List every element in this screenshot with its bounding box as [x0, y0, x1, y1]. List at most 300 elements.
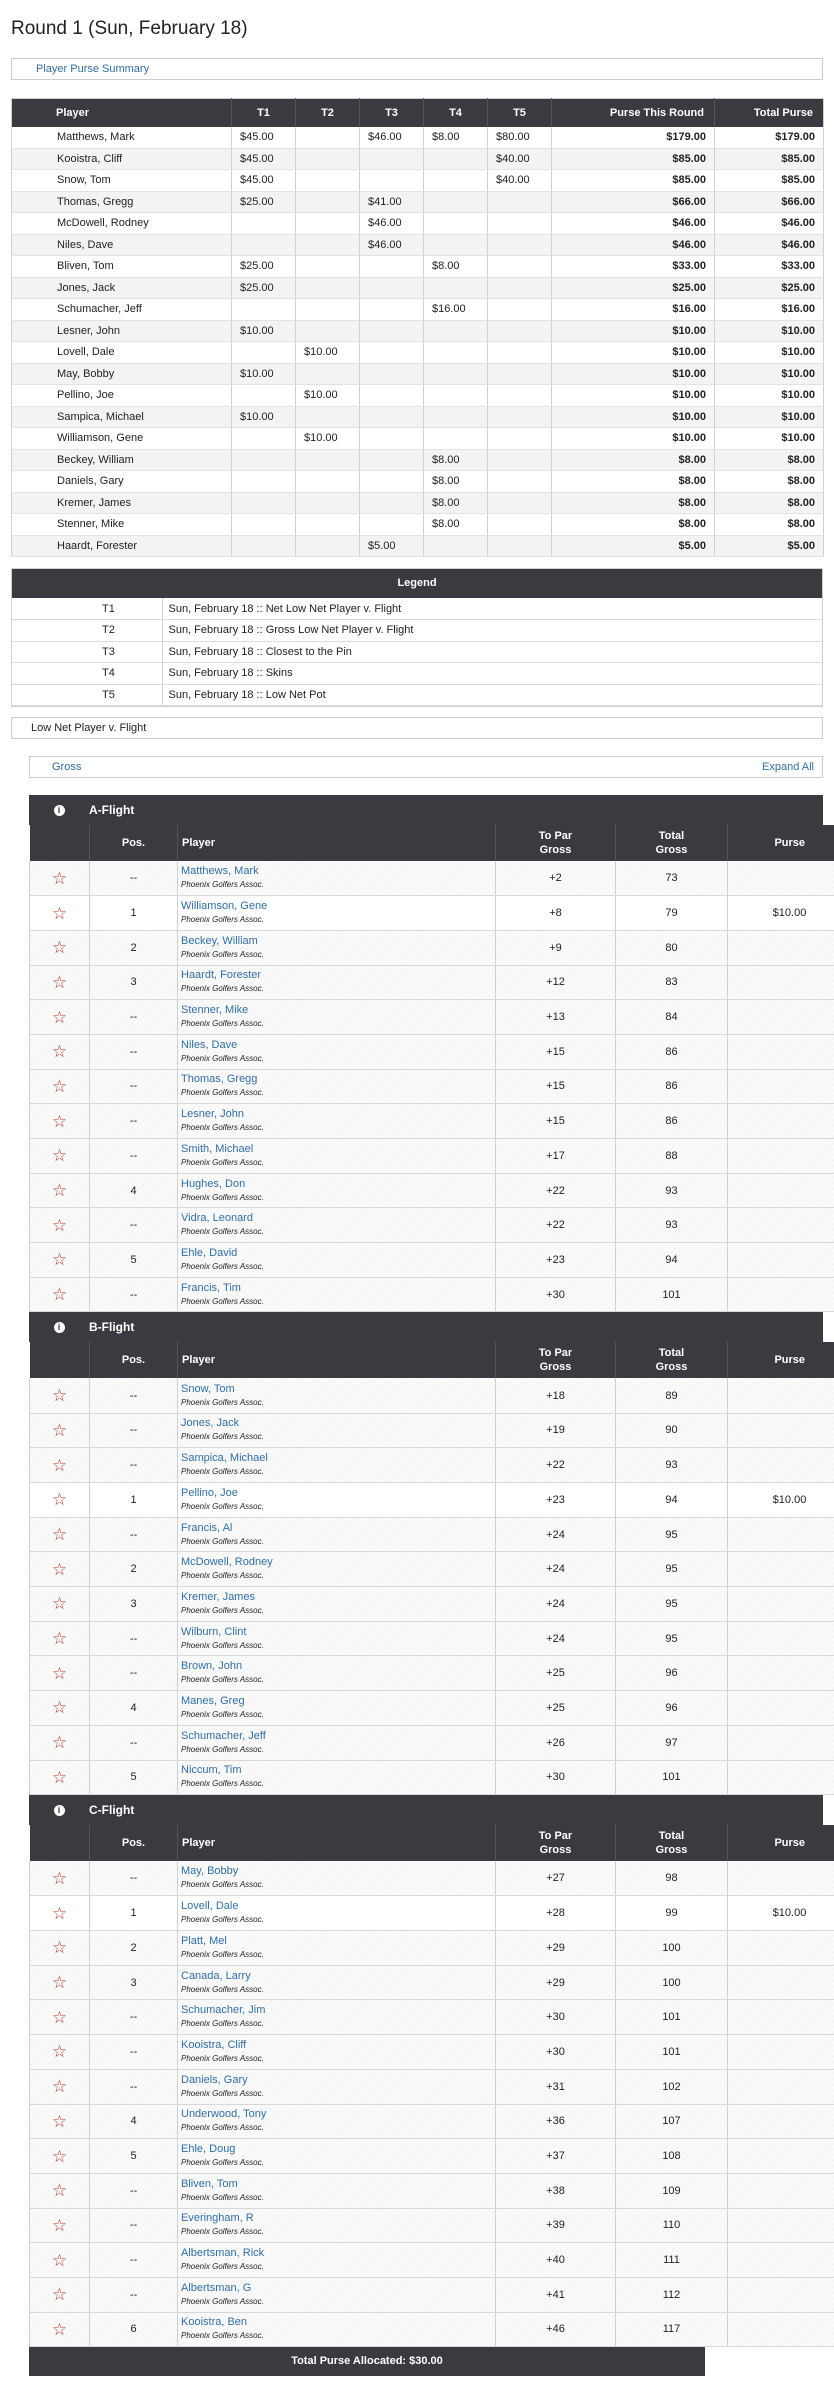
star-outline-icon[interactable]: ☆	[51, 1420, 68, 1440]
info-circle-icon[interactable]: i	[54, 1805, 65, 1816]
leaderboard-row	[30, 1621, 834, 1656]
total-gross: 95	[616, 1587, 728, 1622]
star-outline-icon[interactable]: ☆	[51, 1076, 68, 1096]
club-name: Phoenix Golfers Assoc.	[181, 1261, 264, 1271]
purse-cell: $10.00	[715, 406, 824, 428]
star-outline-icon[interactable]: ☆	[51, 2319, 68, 2339]
star-outline-icon[interactable]: ☆	[51, 1903, 68, 1923]
purse-cell	[232, 514, 296, 536]
leaderboard-row	[30, 1691, 834, 1726]
player-purse	[728, 2104, 834, 2139]
player-name-link[interactable]: Kooistra, Ben	[181, 2316, 248, 2329]
player-name-link[interactable]: Kremer, James	[181, 1590, 255, 1603]
star-outline-icon[interactable]: ☆	[51, 2007, 68, 2027]
purse-cell	[232, 299, 296, 321]
total-gross: 86	[616, 1034, 728, 1069]
star-outline-icon[interactable]: ☆	[51, 1559, 68, 1579]
purse-player-name: Sampica, Michael	[12, 406, 232, 428]
purse-cell	[488, 342, 552, 364]
leaderboard-row	[30, 1413, 834, 1448]
purse-cell: $8.00	[424, 256, 488, 278]
player-purse	[728, 861, 834, 896]
purse-cell	[360, 170, 424, 192]
purse-cell: $45.00	[232, 127, 296, 149]
player-name-link[interactable]: May, Bobby	[181, 1865, 239, 1878]
purse-cell	[424, 277, 488, 299]
player-cell	[178, 2035, 496, 2070]
player-name-link[interactable]: Underwood, Tony	[181, 2108, 267, 2121]
purse-cell	[360, 148, 424, 170]
player-purse	[728, 1378, 834, 1413]
purse-cell	[360, 299, 424, 321]
purse-row	[12, 148, 824, 170]
player-purse-summary-tab[interactable]: Player Purse Summary	[11, 58, 823, 80]
purse-row	[12, 449, 824, 471]
pos-header: Pos.	[90, 1342, 178, 1378]
star-outline-icon[interactable]: ☆	[51, 1490, 68, 1510]
favorite-cell	[30, 930, 90, 965]
star-outline-icon[interactable]: ☆	[51, 1455, 68, 1475]
legend-description: Sun, February 18 :: Gross Low Net Player v. Flight	[162, 620, 822, 642]
purse-cell: $8.00	[715, 514, 824, 536]
purse-cell	[296, 213, 360, 235]
player-name-link[interactable]: Stenner, Mike	[181, 1004, 249, 1017]
club-name: Phoenix Golfers Assoc.	[181, 1536, 264, 1546]
player-purse	[728, 1725, 834, 1760]
leaderboard-row	[30, 1656, 834, 1691]
total-gross: 90	[616, 1413, 728, 1448]
purse-cell	[488, 191, 552, 213]
leaderboard-row	[30, 1896, 834, 1931]
player-cell	[178, 1691, 496, 1726]
star-outline-icon[interactable]: ☆	[51, 1594, 68, 1614]
player-name-link[interactable]: Thomas, Gregg	[181, 1073, 258, 1086]
to-par-gross: +9	[496, 930, 616, 965]
purse-cell	[296, 256, 360, 278]
leaderboard-row	[30, 1965, 834, 2000]
player-name-link[interactable]: Snow, Tom	[181, 1382, 235, 1395]
leaderboard-row	[30, 1173, 834, 1208]
player-header: Player	[178, 825, 496, 861]
purse-cell	[488, 492, 552, 514]
purse-cell: $10.00	[552, 385, 715, 407]
to-par-gross: +46	[496, 2312, 616, 2347]
player-name-link[interactable]: Bliven, Tom	[181, 2177, 238, 2190]
club-name: Phoenix Golfers Assoc.	[181, 1467, 264, 1477]
player-name-link[interactable]: Wilburn, Clint	[181, 1625, 247, 1638]
player-name-link[interactable]: Albertsman, Rick	[181, 2247, 265, 2260]
favorite-cell	[30, 2312, 90, 2347]
purse-cell	[488, 213, 552, 235]
pos-header: Pos.	[90, 1825, 178, 1861]
total-gross: 112	[616, 2277, 728, 2312]
favorite-cell	[30, 1378, 90, 1413]
club-name: Phoenix Golfers Assoc.	[181, 880, 264, 890]
to-par-header	[496, 1825, 616, 1861]
purse-cell: $25.00	[232, 277, 296, 299]
page-title: Round 1 (Sun, February 18)	[11, 18, 248, 39]
purse-cell: $25.00	[552, 277, 715, 299]
star-outline-icon[interactable]: ☆	[51, 2285, 68, 2305]
total-purse-bar: Total Purse Allocated: $30.00	[29, 2347, 705, 2376]
legend-code: T1	[12, 598, 162, 620]
star-outline-icon[interactable]: ☆	[51, 1525, 68, 1545]
player-name-link[interactable]: Kooistra, Cliff	[181, 2038, 247, 2051]
star-outline-icon[interactable]: ☆	[51, 1146, 68, 1166]
position: 3	[90, 965, 178, 1000]
star-outline-icon[interactable]: ☆	[51, 868, 68, 888]
purse-cell: $25.00	[232, 256, 296, 278]
star-outline-icon[interactable]: ☆	[51, 1042, 68, 1062]
player-cell	[178, 1517, 496, 1552]
leaderboard-row	[30, 1069, 834, 1104]
position: --	[90, 2277, 178, 2312]
player-name-link[interactable]: Pellino, Joe	[181, 1486, 238, 1499]
info-circle-icon[interactable]: i	[54, 1322, 65, 1333]
purse-player-name: Lesner, John	[12, 320, 232, 342]
purse-player-name: May, Bobby	[12, 363, 232, 385]
player-purse: $10.00	[728, 1483, 834, 1518]
purse-cell: $8.00	[552, 514, 715, 536]
favorite-cell	[30, 1656, 90, 1691]
position: --	[90, 2035, 178, 2070]
to-par-gross: +38	[496, 2173, 616, 2208]
player-cell	[178, 1208, 496, 1243]
star-outline-icon[interactable]: ☆	[51, 1663, 68, 1683]
purse-cell: $8.00	[715, 492, 824, 514]
player-name-link[interactable]: Lovell, Dale	[181, 1900, 239, 1913]
purse-cell: $25.00	[232, 191, 296, 213]
purse-cell: $8.00	[424, 449, 488, 471]
purse-player-name: Bliven, Tom	[12, 256, 232, 278]
position: --	[90, 2208, 178, 2243]
star-outline-icon[interactable]: ☆	[51, 1285, 68, 1305]
player-name-link[interactable]: Niles, Dave	[181, 1038, 238, 1051]
player-cell	[178, 1552, 496, 1587]
purse-cell	[232, 342, 296, 364]
total-gross: 99	[616, 1896, 728, 1931]
purse-cell: $8.00	[424, 514, 488, 536]
purse-cell	[360, 256, 424, 278]
purse-cell	[296, 277, 360, 299]
leaderboard-row	[30, 1104, 834, 1139]
leaderboard-row	[30, 1760, 834, 1795]
club-name: Phoenix Golfers Assoc.	[181, 1227, 264, 1237]
purse-cell: $8.00	[715, 449, 824, 471]
star-outline-icon[interactable]: ☆	[51, 972, 68, 992]
leaderboard-row	[30, 2208, 834, 2243]
total-gross: 73	[616, 861, 728, 896]
info-circle-icon[interactable]: i	[54, 805, 65, 816]
position: --	[90, 1277, 178, 1312]
player-cell	[178, 1656, 496, 1691]
leaderboard-row	[30, 1517, 834, 1552]
player-name-link[interactable]: Niccum, Tim	[181, 1764, 242, 1777]
star-outline-icon[interactable]: ☆	[51, 1111, 68, 1131]
favorite-cell	[30, 2069, 90, 2104]
star-outline-icon[interactable]: ☆	[51, 1733, 68, 1753]
favorite-cell	[30, 2139, 90, 2174]
purse-cell: $8.00	[715, 471, 824, 493]
legend-item	[12, 598, 822, 620]
purse-cell	[424, 406, 488, 428]
to-par-header-line1: To Par	[538, 1347, 573, 1360]
purse-header-4: T4	[424, 99, 488, 127]
star-outline-icon[interactable]: ☆	[51, 1250, 68, 1270]
player-name-link[interactable]: Platt, Mel	[181, 1934, 227, 1947]
total-header-line2: Gross	[655, 844, 688, 856]
purse-cell: $8.00	[552, 471, 715, 493]
star-outline-icon[interactable]: ☆	[51, 1698, 68, 1718]
player-name-link[interactable]: Jones, Jack	[181, 1417, 240, 1430]
purse-player-name: Schumacher, Jeff	[12, 299, 232, 321]
purse-cell	[488, 535, 552, 557]
favorite-cell	[30, 1931, 90, 1966]
purse-cell: $46.00	[715, 234, 824, 256]
leaderboard-row	[30, 1034, 834, 1069]
star-outline-icon[interactable]: ☆	[51, 1181, 68, 1201]
player-name-link[interactable]: Hughes, Don	[181, 1177, 246, 1190]
player-cell	[178, 2208, 496, 2243]
flight-header[interactable]	[29, 795, 823, 825]
favorite-cell	[30, 1691, 90, 1726]
legend-description: Sun, February 18 :: Net Low Net Player v. Flight	[162, 598, 822, 620]
position: --	[90, 1413, 178, 1448]
position: 2	[90, 1552, 178, 1587]
player-name-link[interactable]: Lesner, John	[181, 1108, 244, 1121]
to-par-gross: +37	[496, 2139, 616, 2174]
purse-cell	[232, 449, 296, 471]
leaderboard-row	[30, 2104, 834, 2139]
player-purse	[728, 930, 834, 965]
total-gross: 101	[616, 1760, 728, 1795]
player-cell	[178, 1000, 496, 1035]
purse-cell	[488, 514, 552, 536]
total-gross: 89	[616, 1378, 728, 1413]
legend-item	[12, 684, 822, 706]
flight-leaderboard	[29, 1825, 834, 2347]
club-name: Phoenix Golfers Assoc.	[181, 2331, 264, 2341]
club-name: Phoenix Golfers Assoc.	[181, 1123, 264, 1133]
pos-header: Pos.	[90, 825, 178, 861]
total-gross: 95	[616, 1517, 728, 1552]
player-cell	[178, 2312, 496, 2347]
player-cell	[178, 2173, 496, 2208]
club-name: Phoenix Golfers Assoc.	[181, 2053, 264, 2063]
position: --	[90, 1139, 178, 1174]
leaderboard-row	[30, 1725, 834, 1760]
purse-table	[11, 98, 824, 557]
star-outline-icon[interactable]: ☆	[51, 1868, 68, 1888]
player-cell	[178, 1587, 496, 1622]
player-name-link[interactable]: Daniels, Gary	[181, 2073, 248, 2086]
purse-cell	[488, 299, 552, 321]
player-name-link[interactable]: Francis, Al	[181, 1521, 233, 1534]
purse-player-name: Kooistra, Cliff	[12, 148, 232, 170]
total-gross: 108	[616, 2139, 728, 2174]
player-purse	[728, 965, 834, 1000]
position: --	[90, 861, 178, 896]
star-outline-icon[interactable]: ☆	[51, 1973, 68, 1993]
purse-cell: $46.00	[715, 213, 824, 235]
star-outline-icon[interactable]: ☆	[51, 1938, 68, 1958]
player-name-link[interactable]: Francis, Tim	[181, 1281, 241, 1294]
player-cell	[178, 1760, 496, 1795]
purse-row	[12, 471, 824, 493]
player-name-link[interactable]: Brown, John	[181, 1660, 243, 1673]
player-purse	[728, 2000, 834, 2035]
club-name: Phoenix Golfers Assoc.	[181, 2262, 264, 2272]
purse-cell: $10.00	[552, 320, 715, 342]
leaderboard-row	[30, 1552, 834, 1587]
star-outline-icon[interactable]: ☆	[51, 903, 68, 923]
player-cell	[178, 1277, 496, 1312]
total-gross: 86	[616, 1069, 728, 1104]
purse-cell: $10.00	[296, 385, 360, 407]
star-outline-icon[interactable]: ☆	[51, 2250, 68, 2270]
club-name: Phoenix Golfers Assoc.	[181, 1501, 264, 1511]
to-par-gross: +25	[496, 1691, 616, 1726]
purse-header-5: T5	[488, 99, 552, 127]
favorite-cell	[30, 1483, 90, 1518]
player-cell	[178, 1931, 496, 1966]
total-gross: 88	[616, 1139, 728, 1174]
purse-player-name: Matthews, Mark	[12, 127, 232, 149]
to-par-gross: +24	[496, 1587, 616, 1622]
purse-cell	[296, 535, 360, 557]
star-outline-icon[interactable]: ☆	[51, 2181, 68, 2201]
club-name: Phoenix Golfers Assoc.	[181, 1605, 264, 1615]
purse-player-name: Niles, Dave	[12, 234, 232, 256]
to-par-gross: +23	[496, 1483, 616, 1518]
total-gross: 111	[616, 2243, 728, 2278]
position: --	[90, 2243, 178, 2278]
player-cell	[178, 1861, 496, 1896]
star-outline-icon[interactable]: ☆	[51, 1767, 68, 1787]
to-par-gross: +24	[496, 1552, 616, 1587]
purse-cell	[296, 449, 360, 471]
favorite-cell	[30, 2243, 90, 2278]
flight-leaderboard	[29, 1342, 834, 1795]
player-cell	[178, 930, 496, 965]
position: --	[90, 1000, 178, 1035]
total-gross: 97	[616, 1725, 728, 1760]
purse-cell: $33.00	[552, 256, 715, 278]
total-gross: 94	[616, 1243, 728, 1278]
legend-code: T3	[12, 641, 162, 663]
to-par-gross: +39	[496, 2208, 616, 2243]
expand-all-link[interactable]: Expand All	[762, 761, 814, 773]
player-name-link[interactable]: Canada, Larry	[181, 1969, 251, 1982]
star-outline-icon[interactable]: ☆	[51, 1215, 68, 1235]
to-par-gross: +26	[496, 1725, 616, 1760]
purse-cell: $46.00	[552, 213, 715, 235]
total-gross: 79	[616, 896, 728, 931]
flight-header[interactable]	[29, 1312, 823, 1342]
player-name-link[interactable]: Beckey, William	[181, 934, 258, 947]
to-par-gross: +15	[496, 1069, 616, 1104]
legend-description: Sun, February 18 :: Skins	[162, 663, 822, 685]
player-purse	[728, 1517, 834, 1552]
purse-cell: $41.00	[360, 191, 424, 213]
favorite-cell	[30, 1243, 90, 1278]
total-gross: 95	[616, 1621, 728, 1656]
club-name: Phoenix Golfers Assoc.	[181, 1397, 264, 1407]
player-name-link[interactable]: Haardt, Forester	[181, 969, 262, 982]
player-name-link[interactable]: McDowell, Rodney	[181, 1556, 273, 1569]
player-name-link[interactable]: Schumacher, Jim	[181, 2004, 266, 2017]
purse-cell: $46.00	[360, 213, 424, 235]
star-outline-icon[interactable]: ☆	[51, 2111, 68, 2131]
player-name-link[interactable]: Williamson, Gene	[181, 900, 268, 913]
to-par-gross: +22	[496, 1448, 616, 1483]
player-name-link[interactable]: Smith, Michael	[181, 1142, 254, 1155]
purse-cell	[424, 234, 488, 256]
star-outline-icon[interactable]: ☆	[51, 2077, 68, 2097]
position: 3	[90, 1965, 178, 2000]
player-purse	[728, 1413, 834, 1448]
player-name-link[interactable]: Vidra, Leonard	[181, 1212, 253, 1225]
player-purse: $10.00	[728, 896, 834, 931]
star-outline-icon[interactable]: ☆	[51, 2042, 68, 2062]
club-name: Phoenix Golfers Assoc.	[181, 1019, 264, 1029]
total-gross: 101	[616, 2035, 728, 2070]
favorite-header	[30, 825, 90, 861]
star-outline-icon[interactable]: ☆	[51, 1629, 68, 1649]
gross-tab[interactable]: Gross	[52, 761, 82, 773]
flight-header[interactable]	[29, 1795, 823, 1825]
player-name-link[interactable]: Sampica, Michael	[181, 1452, 268, 1465]
player-name-link[interactable]: Matthews, Mark	[181, 865, 259, 878]
club-name: Phoenix Golfers Assoc.	[181, 2123, 264, 2133]
purse-header: Purse	[728, 825, 834, 861]
star-outline-icon[interactable]: ☆	[51, 1386, 68, 1406]
club-name: Phoenix Golfers Assoc.	[181, 1192, 264, 1202]
player-name-link[interactable]: Everingham, R	[181, 2212, 254, 2225]
player-cell	[178, 2000, 496, 2035]
player-purse	[728, 2139, 834, 2174]
purse-cell: $179.00	[552, 127, 715, 149]
player-name-link[interactable]: Ehle, David	[181, 1246, 238, 1259]
total-gross: 100	[616, 1931, 728, 1966]
to-par-gross: +15	[496, 1104, 616, 1139]
to-par-gross: +27	[496, 1861, 616, 1896]
purse-cell: $10.00	[552, 363, 715, 385]
purse-row	[12, 320, 824, 342]
leaderboard-row	[30, 2173, 834, 2208]
purse-cell	[360, 363, 424, 385]
favorite-cell	[30, 1861, 90, 1896]
to-par-gross: +2	[496, 861, 616, 896]
favorite-cell	[30, 2035, 90, 2070]
player-cell	[178, 2139, 496, 2174]
flight-leaderboard	[29, 825, 834, 1312]
star-outline-icon[interactable]: ☆	[51, 1007, 68, 1027]
purse-player-name: Stenner, Mike	[12, 514, 232, 536]
player-name-link[interactable]: Albertsman, G	[181, 2281, 252, 2294]
to-par-gross: +40	[496, 2243, 616, 2278]
to-par-gross: +23	[496, 1243, 616, 1278]
star-outline-icon[interactable]: ☆	[51, 938, 68, 958]
player-name-link[interactable]: Ehle, Doug	[181, 2143, 236, 2156]
player-name-link[interactable]: Manes, Greg	[181, 1694, 245, 1707]
star-outline-icon[interactable]: ☆	[51, 2215, 68, 2235]
star-outline-icon[interactable]: ☆	[51, 2146, 68, 2166]
purse-cell	[488, 428, 552, 450]
player-name-link[interactable]: Schumacher, Jeff	[181, 1729, 266, 1742]
purse-cell	[424, 363, 488, 385]
to-par-gross: +29	[496, 1931, 616, 1966]
